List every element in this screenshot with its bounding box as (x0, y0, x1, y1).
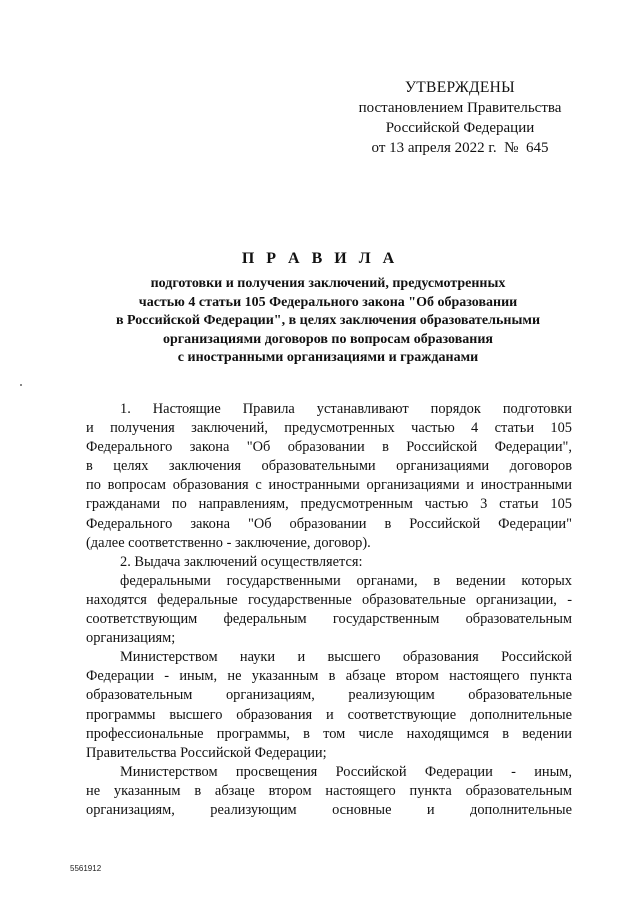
body-line: Федерального закона "Об образовании в Российской Федерации" (86, 515, 572, 532)
body-line: гражданами по направлениям, предусмотренным частью 3 статьи 105 (86, 496, 572, 513)
body-line: организациям, реализующим основные и дополнительные (86, 801, 572, 818)
document-code: 5561912 (70, 864, 102, 873)
subtitle-line: в Российской Федерации", в целях заключения образовательными (115, 313, 541, 328)
body-line: 2. Выдача заключений осуществляется: (120, 553, 363, 570)
body-line: не указанным в абзаце втором настоящего пункта образовательным (86, 782, 572, 799)
subtitle-line: частью 4 статьи 105 Федерального закона "Об образовании (138, 294, 518, 310)
body-line: Министерством науки и высшего образования Российской (120, 649, 572, 666)
approval-line-1: постановлением Правительства (358, 100, 562, 116)
subtitle-line: организациями договоров по вопросам образования (163, 331, 493, 347)
body-line: Федерации - иным, не указанным в абзаце втором настоящего пункта (86, 668, 572, 685)
body-line: находятся федеральные государственные образовательные организации, - (86, 591, 572, 608)
approval-line-2: Российской Федерации (385, 120, 535, 136)
body-line: Правительства Российской Федерации; (86, 744, 327, 761)
body-line: в целях заключения образовательными организациями договоров (86, 458, 572, 475)
subtitle-line: с иностранными организациями и гражданами (177, 350, 479, 365)
body-line: по вопросам образования с иностранными организациями и иностранными (86, 477, 572, 494)
body-line: Министерством просвещения Российской Федерации - иным, (120, 763, 572, 780)
body-line: образовательным организациям, реализующим образовательные (86, 687, 572, 704)
document-body (86, 400, 572, 820)
body-line: организациям; (86, 630, 176, 647)
body-line: 1. Настоящие Правила устанавливают порядок подготовки (120, 401, 572, 417)
approval-block (330, 78, 590, 158)
body-line: (далее соответственно - заключение, договор). (86, 534, 371, 551)
approval-title: УТВЕРЖДЕНЫ (405, 79, 515, 96)
document-title: П Р А В И Л А (241, 250, 399, 267)
body-line: соответствующим федеральным государственным образовательным (86, 611, 572, 628)
subtitle-line: подготовки и получения заключений, предусмотренных (150, 276, 506, 291)
body-line: программы высшего образования и соответствующие дополнительные (86, 706, 572, 723)
body-line: и получения заключений, предусмотренных частью 4 статьи 105 (86, 420, 572, 437)
body-line: Федерального закона "Об образовании в Российской Федерации", (86, 439, 572, 456)
body-line: федеральными государственными органами, в ведении которых (120, 572, 572, 589)
scan-speck (20, 384, 22, 386)
document-subtitle (86, 275, 570, 368)
body-line: профессиональные программы, в том числе находящимся в ведении (86, 725, 572, 742)
approval-line-3: от 13 апреля 2022 г. № 645 (371, 140, 549, 156)
